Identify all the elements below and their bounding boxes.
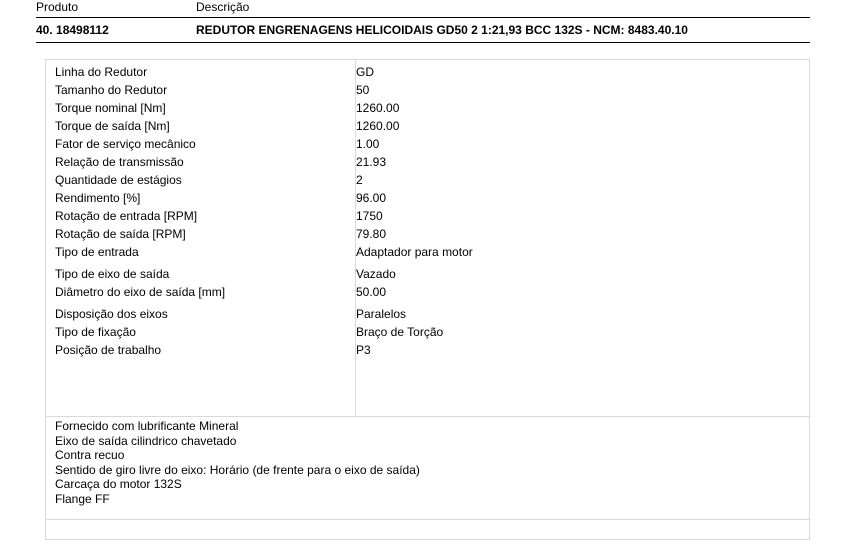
spec-key: Posição de trabalho: [55, 343, 162, 357]
spec-value: P3: [356, 343, 371, 357]
spec-key: Tipo de eixo de saída: [55, 267, 170, 281]
spec-row: [46, 171, 809, 189]
spec-value: GD: [356, 65, 374, 79]
product-description: REDUTOR ENGRENAGENS HELICOIDAIS GD50 2 1:21,93 BCC 132S - NCM: 8483.40.10: [196, 23, 688, 37]
spec-row: [46, 99, 809, 117]
spec-key: Rotação de entrada [RPM]: [55, 209, 198, 223]
spec-key: Torque de saída [Nm]: [55, 119, 170, 133]
spec-value: Vazado: [356, 267, 396, 281]
note-line: Fornecido com lubrificante Mineral: [55, 419, 239, 433]
spec-value: 1.00: [356, 137, 380, 151]
note-line: Flange FF: [55, 491, 110, 506]
spec-value: Paralelos: [356, 307, 407, 321]
spec-key: Rendimento [%]: [55, 191, 141, 205]
spec-key: Quantidade de estágios: [55, 173, 182, 187]
spec-row: [46, 283, 809, 301]
spec-row: [46, 265, 809, 283]
spec-key: Disposição dos eixos: [55, 307, 168, 321]
document-header: [36, 0, 810, 43]
spec-key: Linha do Redutor: [55, 65, 148, 79]
spec-value: 1260.00: [356, 101, 400, 115]
spec-value: 79.80: [356, 227, 387, 241]
notes-list: [46, 419, 809, 506]
note-line: Eixo de saída cilindrico chavetado: [55, 433, 237, 448]
spec-value: 96.00: [356, 191, 387, 205]
spec-value: 2: [356, 173, 363, 187]
spec-key: Fator de serviço mecânico: [55, 137, 196, 151]
spec-value: 21.93: [356, 155, 387, 169]
spec-row: [46, 243, 809, 261]
spec-value: Braço de Torção: [356, 325, 444, 339]
product-code: 40. 18498112: [36, 23, 109, 37]
spec-row: [46, 323, 809, 341]
spec-key: Tipo de entrada: [55, 245, 139, 259]
spec-row: [46, 117, 809, 135]
spec-row: [46, 305, 809, 323]
spec-row: [46, 81, 809, 99]
header-product-row: [36, 18, 810, 42]
spec-row: [46, 189, 809, 207]
spec-row: [46, 225, 809, 243]
spec-value: 1750: [356, 209, 383, 223]
note-line: Contra recuo: [55, 448, 125, 462]
spec-key: Relação de transmissão: [55, 155, 184, 169]
column-header-produto: Produto: [36, 0, 79, 14]
spec-row: [46, 153, 809, 171]
spec-value: 1260.00: [356, 119, 400, 133]
spec-row: [46, 63, 809, 81]
note-line: Carcaça do motor 132S: [55, 477, 182, 491]
column-header-descricao: Descrição: [196, 0, 250, 14]
footer-box: [45, 520, 810, 540]
spec-key: Torque nominal [Nm]: [55, 101, 166, 115]
spec-row: [46, 135, 809, 153]
header-bottom-rule: [36, 42, 810, 43]
spec-value: 50.00: [356, 285, 387, 299]
header-column-labels: [36, 0, 810, 17]
spec-value: Adaptador para motor: [356, 245, 473, 259]
spec-row: [46, 207, 809, 225]
note-line: Sentido de giro livre do eixo: Horário (de frente para o eixo de saída): [55, 462, 420, 477]
notes-section: [45, 417, 810, 520]
spec-key: Tamanho do Redutor: [55, 83, 168, 97]
spec-row-list: [46, 60, 809, 359]
spec-key: Tipo de fixação: [55, 325, 136, 339]
spec-row: [46, 341, 809, 359]
spec-key: Rotação de saída [RPM]: [55, 227, 186, 241]
spec-value: 50: [356, 83, 370, 97]
specification-table: [45, 59, 810, 417]
spec-key: Diâmetro do eixo de saída [mm]: [55, 285, 226, 299]
